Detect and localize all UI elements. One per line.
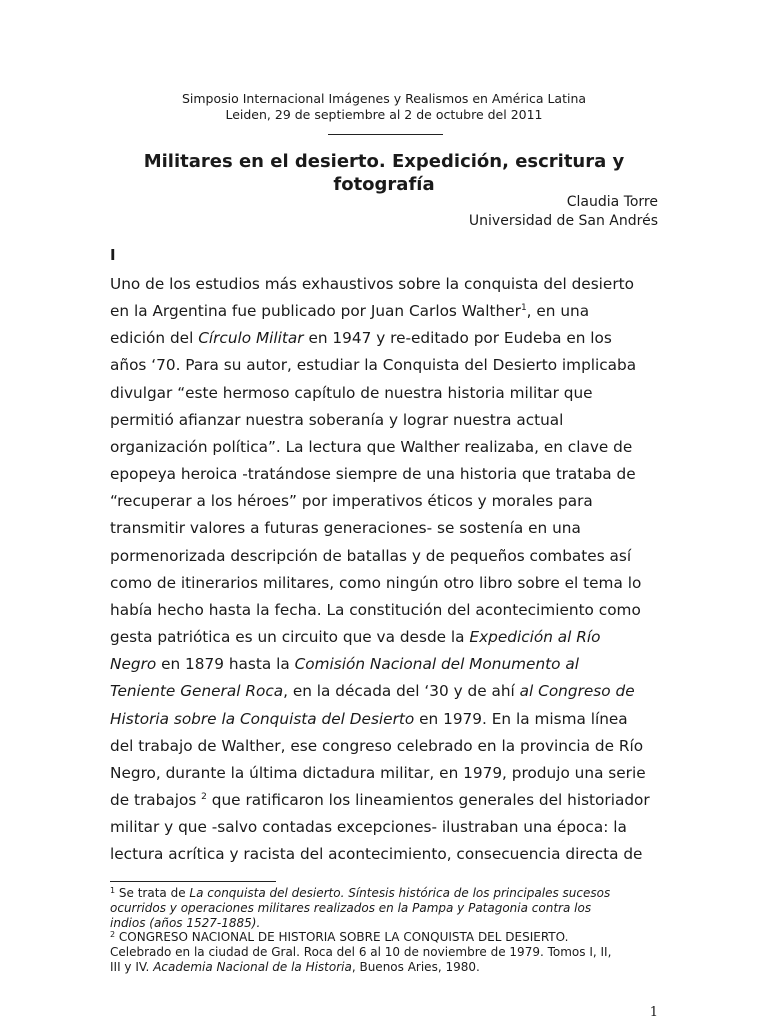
- conference-dates: Leiden, 29 de septiembre al 2 de octubre del 2011: [225, 107, 543, 122]
- footnote-ref-1[interactable]: 1: [520, 303, 527, 314]
- footnote-2: $^2$ CONGRESO NACIONAL DE HISTORIA SOBRE LA CONQUISTA DEL DESIERTO.: [110, 930, 569, 945]
- footnote-2-cont: III y IV. Academia Nacional de la Historia, Buenos Aries, 1980.: [110, 959, 480, 974]
- body-line: divulgar “este hermoso capítulo de nuestra historia militar que: [110, 383, 593, 402]
- conference-header: [110, 91, 658, 123]
- body-line: Uno de los estudios más exhaustivos sobre la conquista del desierto: [110, 275, 634, 293]
- body-line: en la Argentina fue publicado por Juan Carlos Walther$^1$, en una: [110, 302, 590, 321]
- body-line: Negro en 1879 hasta la Comisión Nacional del Monumento al: [110, 655, 579, 674]
- footnote-1: $^1$ Se trata de La conquista del desierto. Síntesis histórica de los principales sucesos: [110, 886, 611, 900]
- author-block: [469, 193, 658, 231]
- paper-title-line-1: Militares en el desierto. Expedición, escritura y: [143, 151, 625, 172]
- body-line: gesta patriótica es un circuito que va desde la Expedición al Río: [110, 628, 601, 647]
- footnote-1-cont: ocurridos y operaciones militares realizados en la Pampa y Patagonia contra los: [110, 900, 592, 915]
- conference-name: Simposio Internacional Imágenes y Realismos en América Latina: [181, 91, 587, 106]
- body-line: transmitir valores a futuras generaciones- se sostenía en una: [110, 519, 581, 538]
- footnote-1-cont: indios (años 1527-1885).: [110, 915, 261, 930]
- body-line: Historia sobre la Conquista del Desierto en 1979. En la misma línea: [110, 709, 628, 728]
- author-affiliation: Universidad de San Andrés: [468, 213, 658, 229]
- author-name: Claudia Torre: [566, 194, 658, 210]
- body-line: como de itinerarios militares, como ningún otro libro sobre el tema lo: [110, 573, 642, 592]
- body-line: edición del Círculo Militar en 1947 y re-editado por Eudeba en los: [110, 329, 612, 348]
- footnote-ref-2[interactable]: 2: [201, 791, 207, 802]
- paper-title: [110, 150, 658, 196]
- body-line: militar y que -salvo contadas excepciones- ilustraban una época: la: [110, 818, 627, 837]
- page-number: 1: [649, 1005, 658, 1020]
- body-line: permitió afianzar nuestra soberanía y lograr nuestra actual: [110, 410, 564, 429]
- body-line: de trabajos $^2$ que ratificaron los lineamientos generales del historiador: [110, 790, 650, 809]
- body-line: “recuperar a los héroes” por imperativos éticos y morales para: [110, 492, 593, 511]
- body-line: epopeya heroica -tratándose siempre de una historia que trataba de: [110, 465, 636, 484]
- body-line: Teniente General Roca, en la década del ‘30 y de ahí al Congreso de: [110, 682, 635, 701]
- body-line: organización política”. La lectura que Walther realizaba, en clave de: [110, 437, 633, 456]
- footnotes: [110, 886, 660, 975]
- body-line: años ‘70. Para su autor, estudiar la Conquista del Desierto implicaba: [110, 356, 637, 375]
- footnote-divider: [110, 881, 276, 882]
- body-line: había hecho hasta la fecha. La constitución del acontecimiento como: [110, 600, 641, 619]
- body-line: pormenorizada descripción de batallas y de pequeños combates así: [110, 546, 632, 565]
- section-heading: I: [110, 246, 116, 264]
- footnote-2-cont: Celebrado en la ciudad de Gral. Roca del 6 al 10 de noviembre de 1979. Tomos I, II,: [110, 945, 612, 960]
- body-line: Negro, durante la última dictadura militar, en 1979, produjo una serie: [110, 763, 646, 782]
- header-divider: [328, 134, 443, 135]
- body-line: del trabajo de Walther, ese congreso celebrado en la provincia de Río: [110, 736, 644, 755]
- paper-title-line-2: fotografía: [333, 174, 435, 195]
- body-paragraph: [110, 271, 662, 868]
- body-line: lectura acrítica y racista del acontecimiento, consecuencia directa de: [110, 845, 643, 864]
